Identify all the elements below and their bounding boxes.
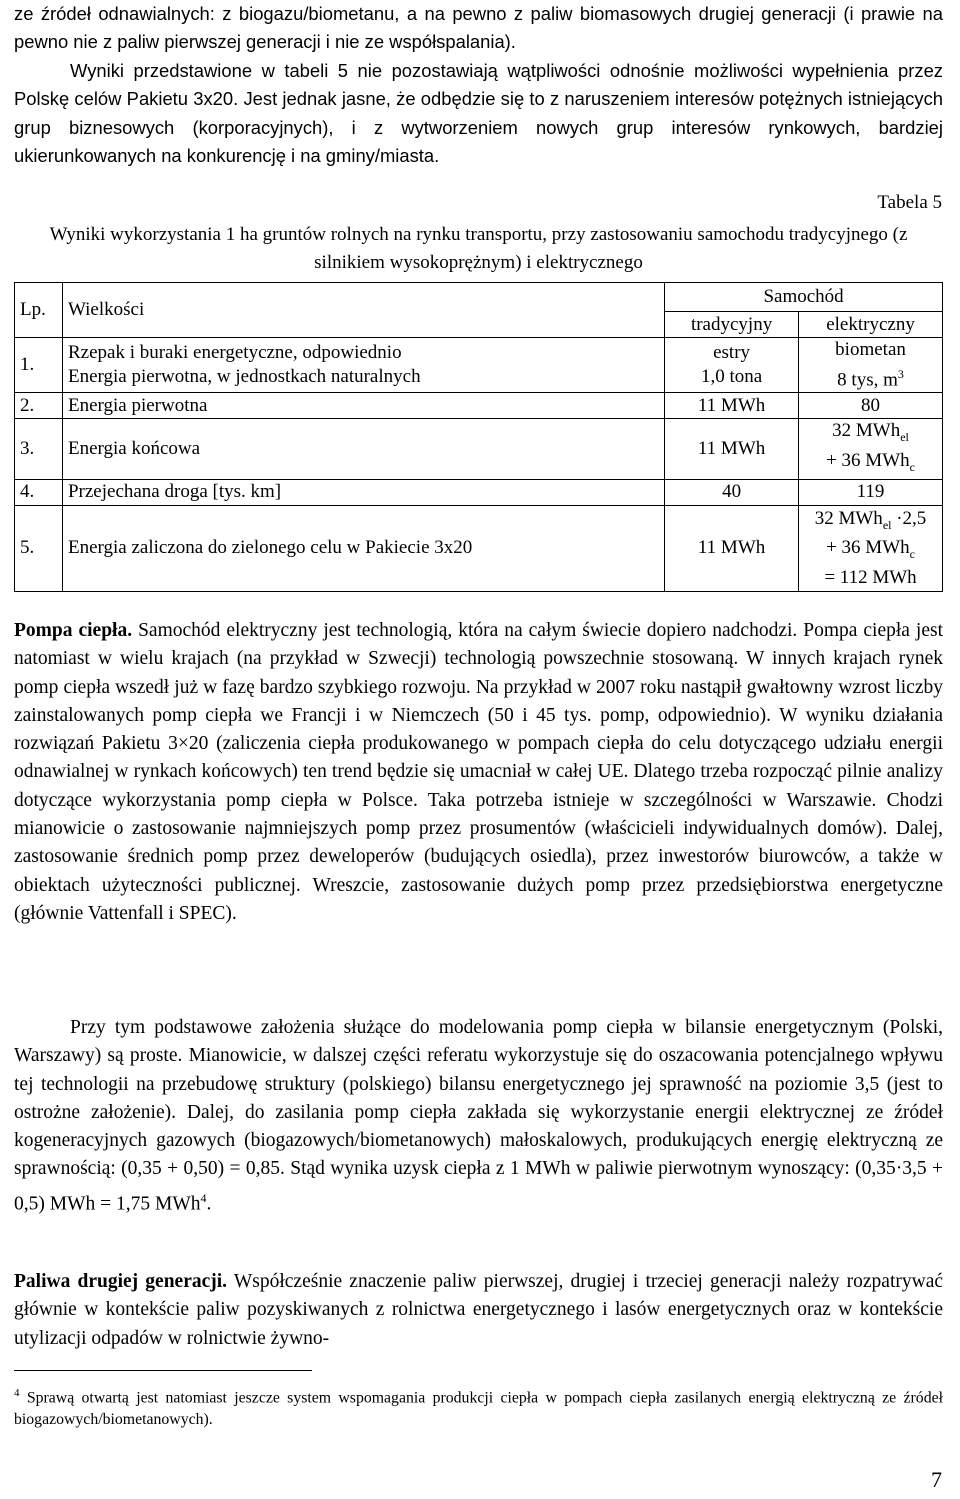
- row-trad-line: estry: [713, 342, 751, 364]
- row-desc: Energia zaliczona do zielonego celu w Pakiecie 3x20: [62, 505, 664, 591]
- row-lp: 5.: [15, 505, 63, 591]
- intro-paragraph-1: [14, 0, 943, 57]
- row-elec: [799, 338, 943, 393]
- row-desc: Energia końcowa: [62, 419, 664, 480]
- row-lp: 1.: [15, 338, 63, 393]
- pompa-paragraph-2: Przy tym podstawowe założenia służące do modelowania pomp ciepła w bilansie energetycznym (Polski, Warszawy) są proste. Mianowicie, w dalszej części referatu wykorzystuje się do oszacowania potencjalnego wpływu tej technologii na przebudowę struktury (polskiego) bilansu energetycznego jej sprawność na poziomie 3,5 (jest to ostrożne założenie). Dalej, do zasilania pomp ciepła zakłada się wykorzystanie energii elektrycznej ze źródeł kogeneracyjnych gazowych (biogazowych/biometanowych) małoskalowych, produkujących energię elektryczną ze sprawnością: (0,35 + 0,50) = 0,85. Stąd wynika uzysk ciepła z 1 MWh w paliwie pierwotnym wynoszący: (0,35·3,5 + 0,5) MWh = 1,75 MWh$^4$.: [14, 1017, 943, 1215]
- row-desc-line: Energia pierwotna, w jednostkach naturalnych: [67, 366, 421, 388]
- table-row: [15, 479, 943, 505]
- table-caption: Wyniki wykorzystania 1 ha gruntów rolnych na rynku transportu, przy zastosowaniu samochodu tradycyjnego (z silnikiem wysokoprężnym) i elektrycznego: [49, 224, 908, 273]
- header-lp: Lp.: [15, 283, 63, 338]
- row-trad: 40: [665, 479, 799, 505]
- footnote-ref: 4: [200, 1190, 207, 1205]
- footnote-text: Sprawą otwartą jest natomiast jeszcze system wspomagania produkcji ciepła w pompach ciepła zasilanych energią elektryczną ze źródeł biogazowych/biometanowych).: [14, 1389, 943, 1429]
- row-elec: 32 MWh$_{el}$ ·2,5 + 36 MWh$_c$ = 112 MWh: [799, 505, 943, 591]
- row-elec: 119: [799, 479, 943, 505]
- table-row: [15, 505, 943, 591]
- header-elektryczny: elektryczny: [799, 312, 943, 338]
- row-elec-line: 8 tys, $m^3$: [837, 367, 904, 391]
- paliwa-paragraph: [14, 1268, 943, 1353]
- pompa-heading: Pompa ciepła.: [14, 620, 133, 641]
- row-trad-line: 1,0 tona: [700, 366, 763, 388]
- pompa-paragraph-1: [14, 617, 943, 928]
- intro-text-2: Wyniki przedstawione w tabeli 5 nie pozostawiają wątpliwości odnośnie możliwości wypełnienia przez Polskę celów Pakietu 3x20. Jest jednak jasne, że odbędzie się to z naruszeniem interesów potężnych istniejących grup biznesowych (korporacyjnych), i z wytworzeniem nowych grup interesów rynkowych, bardziej ukierunkowanych na konkurencję i na gminy/miasta.: [14, 60, 943, 166]
- footnote: [14, 1382, 943, 1431]
- table-header-row: [15, 283, 943, 312]
- pompa-text: Samochód elektryczny jest technologią, która na całym świecie dopiero nadchodzi. Pompa ciepła jest natomiast w wielu krajach (na przykład w Szwecji) technologią powszechnie stosowaną. W innych krajach rynek pomp ciepła wszedł już w fazę bardzo szybkiego rozwoju. Na przykład w 2007 roku nastąpił gwałtowny wzrost liczby zainstalowanych pomp ciepła we Francji i w Niemczech (50 i 45 tys. pomp, odpowiednio). W wyniku działania rozwiązań Pakietu 3×20 (zaliczenia ciepła produkowanego w pompach ciepła do celu dotyczącego udziału energii odnawialnej w rynkach końcowych) ten trend będzie się umacniał w całej UE. Dlatego trzeba rozpocząć pilnie analizy dotyczące wykorzystania pomp ciepła w Polsce. Taka potrzeba istnieje w szczególności w Warszawie. Chodzi mianowicie o zastosowanie najmniejszych pomp przez prosumentów (właścicieli indywidualnych domów). Dalej, zastosowanie średnich pomp przez deweloperów (budujących osiedla), przez inwestorów biurowców, a także w obiektach użyteczności publicznej. Wreszcie, zastosowanie dużych pomp przez przedsiębiorstwa energetyczne (głównie Vattenfall i SPEC).: [14, 620, 944, 924]
- row-elec: 32 MWh$_{el}$ + 36 MWh$_c$: [799, 419, 943, 480]
- row-desc-line: Rzepak i buraki energetyczne, odpowiednio: [67, 342, 402, 364]
- header-tradycyjny: tradycyjny: [665, 312, 799, 338]
- row-lp: 2.: [15, 393, 63, 419]
- row-trad: 11 MWh: [665, 419, 799, 480]
- table-label: Tabela 5: [877, 192, 942, 213]
- header-samochod: Samochód: [665, 283, 943, 312]
- footnote-divider: [14, 1370, 312, 1371]
- row-desc: Przejechana droga [tys. km]: [62, 479, 664, 505]
- row-trad: 11 MWh: [665, 505, 799, 591]
- intro-text-1: ze źródeł odnawialnych: z biogazu/biometanu, a na pewno z paliw biomasowych drugiej generacji (i prawie na pewno nie z paliw pierwszej generacji i nie ze współspalania).: [14, 3, 943, 53]
- table-row: [15, 393, 943, 419]
- row-trad: [665, 338, 799, 393]
- page-number: 7: [931, 1467, 942, 1492]
- row-lp: 4.: [15, 479, 63, 505]
- header-wielkosci: Wielkości: [62, 283, 664, 338]
- paliwa-heading: Paliwa drugiej generacji.: [14, 1271, 228, 1292]
- row-trad: 11 MWh: [665, 393, 799, 419]
- row-desc: [62, 338, 664, 393]
- table-row: [15, 338, 943, 393]
- intro-paragraph-2: [14, 57, 943, 170]
- row-lp: 3.: [15, 419, 63, 480]
- paliwa-text: Współcześnie znaczenie paliw pierwszej, drugiej i trzeciej generacji należy rozpatrywać głównie w kontekście paliw pozyskiwanych z rolnictwa energetycznego i lasów energetycznych oraz w kontekście utylizacji odpadów w rolnictwie żywno-: [14, 1271, 944, 1349]
- row-elec: 80: [799, 393, 943, 419]
- pompa-text-2: Przy tym podstawowe założenia służące do modelowania pomp ciepła w bilansie energetycznym (Polski, Warszawy) są proste. Mianowicie, w dalszej części referatu wykorzystuje się do oszacowania potencjalnego wpływu tej technologii na przebudowę struktury (polskiego) bilansu energetycznego jej sprawność na poziomie 3,5 (jest to ostrożne założenie). Dalej, do zasilania pomp ciepła zakłada się wykorzystanie energii elektrycznej ze źródeł kogeneracyjnych gazowych (biogazowych/biometanowych) małoskalowych, produkujących energię elektryczną ze sprawnością: (0,35 + 0,50) = 0,85. Stąd wynika uzysk ciepła z 1 MWh w paliwie pierwotnym wynoszący: (0,35·3,5 + 0,5) MWh = 1,75 MWh: [14, 1017, 943, 1215]
- table-row: [15, 419, 943, 480]
- results-table: [14, 282, 943, 592]
- footnote-mark: 4: [14, 1387, 20, 1399]
- row-elec-line: biometan: [835, 339, 906, 360]
- row-desc: Energia pierwotna: [62, 393, 664, 419]
